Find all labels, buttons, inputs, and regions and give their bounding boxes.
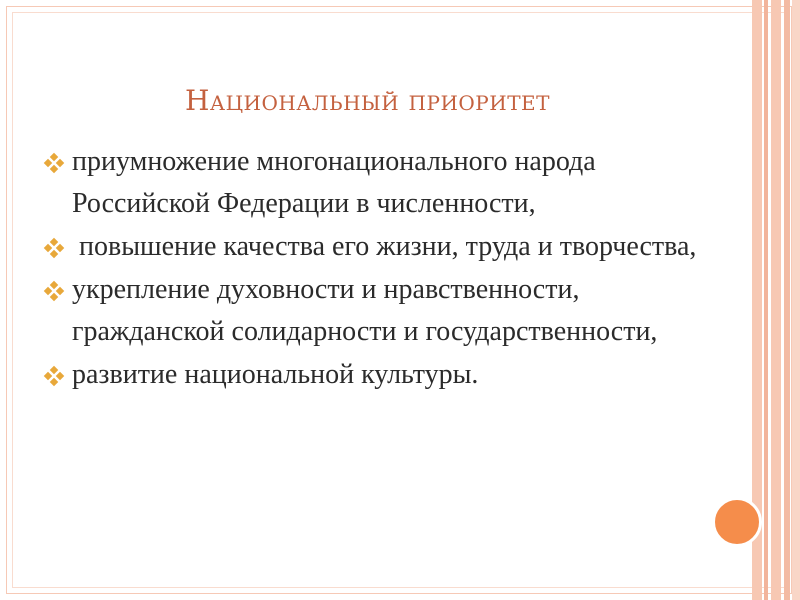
decorative-stripe xyxy=(784,0,790,600)
list-item xyxy=(38,359,698,396)
bullet-list xyxy=(38,146,698,406)
list-item-text: приумножение многонационального народа Российской Федерации в численности, xyxy=(72,146,596,219)
slide-title: Национальный приоритет xyxy=(185,84,550,117)
decorative-stripe xyxy=(771,0,781,600)
diamond-bullet-icon xyxy=(38,363,72,391)
decorative-stripe xyxy=(792,0,800,600)
list-item-text: развитие национальной культуры. xyxy=(72,359,479,390)
list-item-text: укрепление духовности и нравственности, гражданской солидарности и государственности, xyxy=(72,274,658,347)
list-item xyxy=(38,231,698,268)
diamond-bullet-icon xyxy=(38,235,72,263)
decorative-stripe xyxy=(764,0,768,600)
list-item xyxy=(38,274,698,353)
diamond-bullet-icon xyxy=(38,150,72,178)
list-item xyxy=(38,146,698,225)
list-item-text: повышение качества его жизни, труда и творчества, xyxy=(72,231,697,262)
decorative-circle xyxy=(712,497,762,547)
diamond-bullet-icon xyxy=(38,278,72,306)
